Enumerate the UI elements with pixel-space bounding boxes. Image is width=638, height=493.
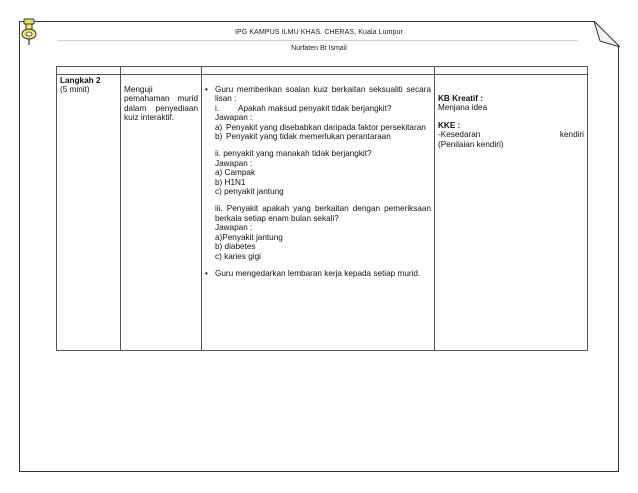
q2-answer-label: Jawapan : xyxy=(215,158,253,168)
list-item: c) penyakit jantung xyxy=(215,187,284,197)
list-item: b) diabetes xyxy=(215,242,256,252)
q3-answer-label: Jawapan : xyxy=(215,223,253,233)
q1-b-text: Penyakit yang tidak memerlukan perantaraan xyxy=(226,132,391,142)
header-institution: IPG KAMPUS ILMU KHAS. CHERAS, Kuala Lumpur xyxy=(235,29,403,36)
kke-title: KKE : xyxy=(438,120,461,130)
list-item: a) Campak xyxy=(215,168,256,178)
bullet1-intro: Guru memberikan soalan kuiz berkaitan seksualiti secara lisan : xyxy=(215,85,431,104)
step-time: (5 minit) xyxy=(60,85,90,95)
q1-a-label: a) xyxy=(215,122,223,132)
activity-cell xyxy=(202,75,435,351)
q1-b-label: b) xyxy=(215,132,223,142)
q1-answer-label: Jawapan : xyxy=(215,113,253,123)
list-item xyxy=(205,269,431,278)
list-item: b) H1N1 xyxy=(215,177,246,187)
q1-a-text: Penyakit yang disebabkan daripada faktor persekitaran xyxy=(226,122,426,132)
table-header-row xyxy=(57,67,588,75)
objective-cell xyxy=(121,75,202,351)
table-row xyxy=(57,75,588,351)
bullet-icon: • xyxy=(205,85,208,94)
lesson-table xyxy=(56,66,588,351)
kb-value: Menjana idea xyxy=(438,103,488,113)
bullet-icon: • xyxy=(205,268,208,278)
q1-text: Apakah maksud penyakit tidak berjangkit? xyxy=(238,103,392,113)
list-item xyxy=(205,85,431,141)
step-title: Langkah 2 xyxy=(60,76,101,85)
q3-text: iii. Penyakit apakah yang berkaitan dengan pemeriksaan berkala setiap enam bulan sekali? xyxy=(215,204,431,223)
kb-title: KB Kreatif : xyxy=(438,94,484,103)
header-rule xyxy=(58,40,578,41)
kke-value-line2: (Penilaian kendiri) xyxy=(438,139,504,149)
bullet2-text: Guru mengedarkan lembaran kerja kepada setiap murid. xyxy=(215,268,421,278)
q1-number: i. xyxy=(215,103,220,113)
kke-value-right: kendiri xyxy=(559,130,584,140)
list-item: c) karies gigi xyxy=(215,251,261,261)
q2-text: ii. penyakit yang manakah tidak berjangkit? xyxy=(215,149,372,159)
header-author: Nurfaten Bt Ismail xyxy=(291,45,347,52)
list-item: a)Penyakit jantung xyxy=(215,232,283,242)
objective-text: Menguji pemahaman murid dalam penyediaan kuiz interaktif. xyxy=(124,85,198,123)
notes-cell xyxy=(435,75,588,351)
kke-value-left: -Kesedaran xyxy=(438,130,481,140)
step-cell xyxy=(57,75,121,351)
